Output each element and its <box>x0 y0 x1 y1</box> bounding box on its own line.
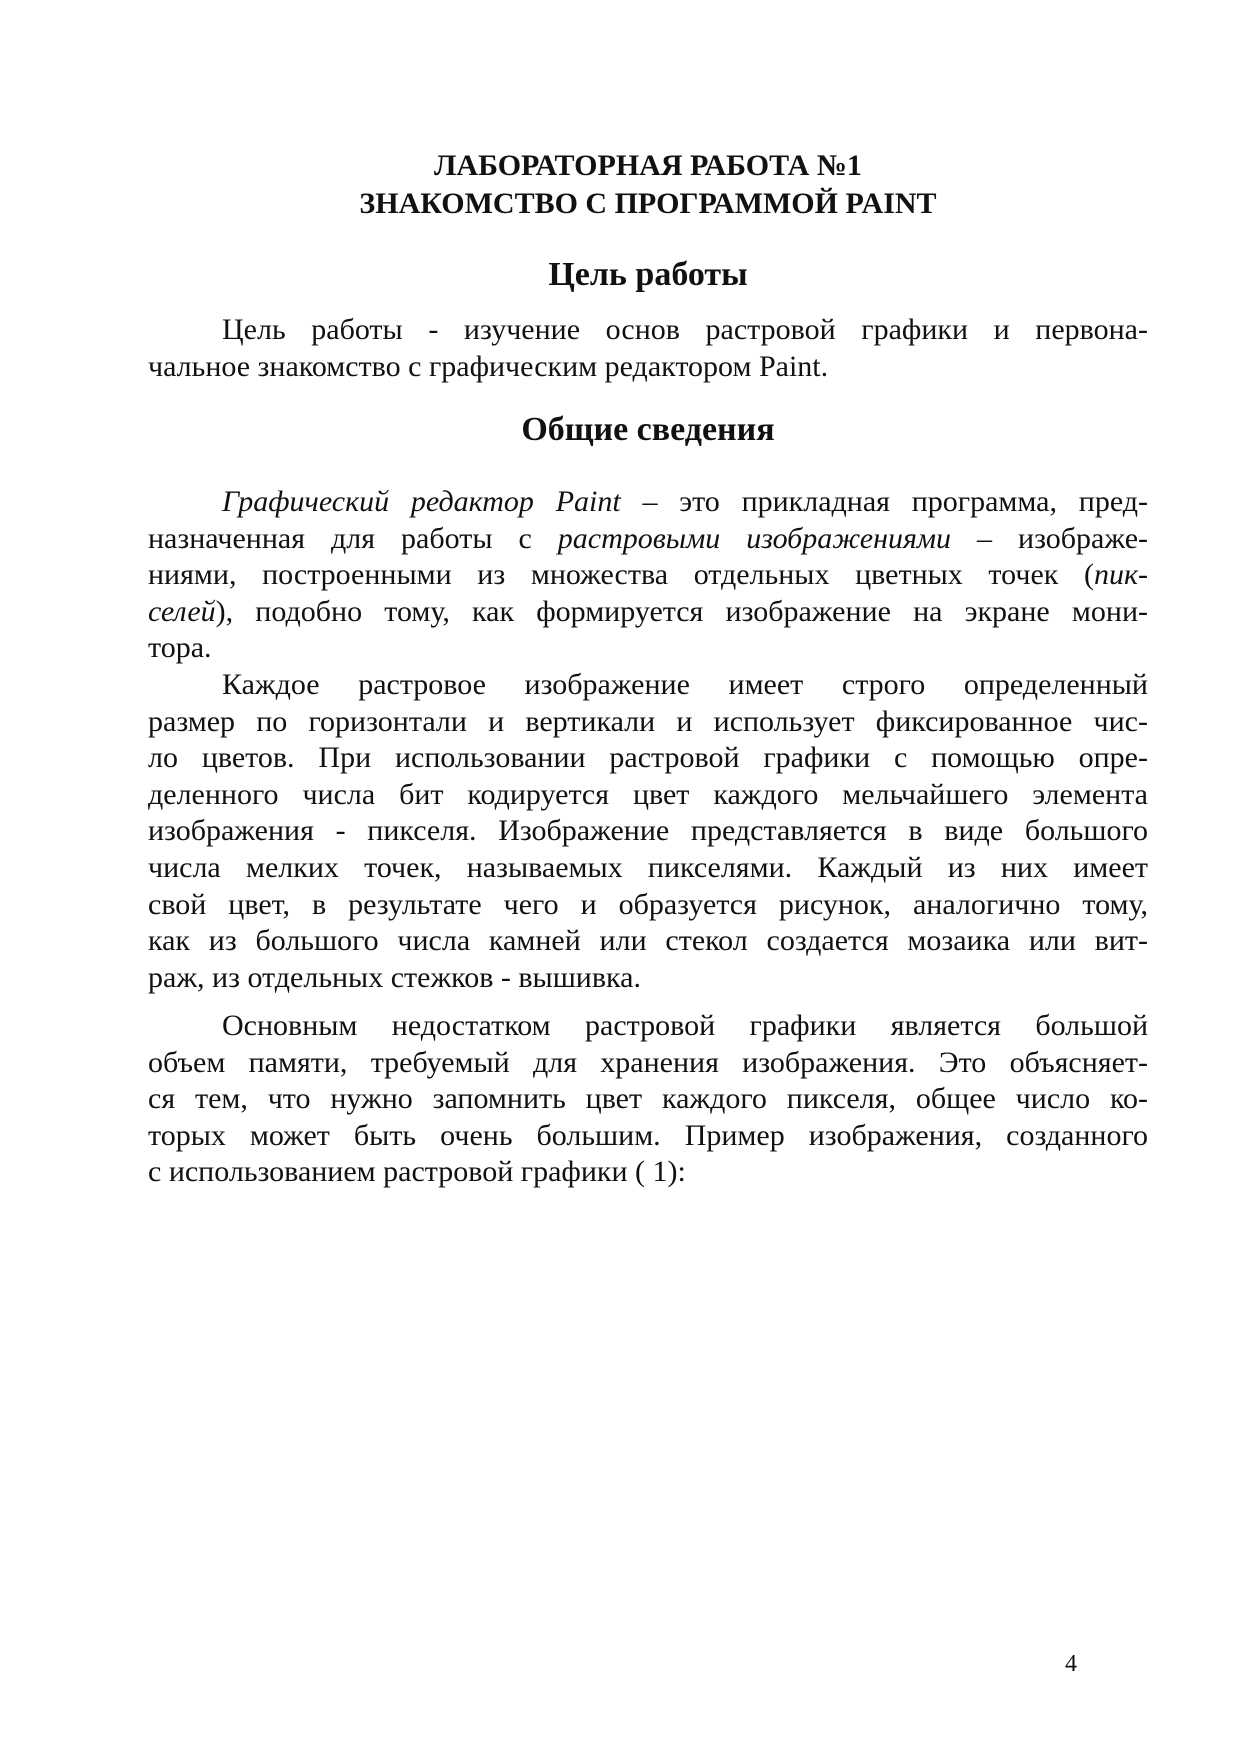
term-paint-editor: Графический редактор Paint <box>222 485 621 518</box>
term-pixels-part-2: селей <box>148 594 216 628</box>
lab-title-line-2: ЗНАКОМСТВО С ПРОГРАММОЙ PAINT <box>359 187 937 220</box>
p3-line-1: Основным недостатком растровой графики является большой <box>222 1009 1148 1042</box>
general-paragraph-1 <box>148 484 1148 667</box>
lab-title-line-1: ЛАБОРАТОРНАЯ РАБОТА №1 <box>434 149 862 182</box>
p1-line-2-rest: – изображе- <box>951 521 1148 555</box>
p1-line-2 <box>148 521 1148 558</box>
p2-line-8: как из большого числа камней или стекол создается мозаика или вит- <box>148 924 1148 958</box>
general-paragraph-3 <box>148 1008 1148 1191</box>
p1-line-1-rest: – это прикладная программа, пред- <box>620 485 1148 518</box>
goal-paragraph <box>148 312 1148 385</box>
p2-line-1: Каждое растровое изображение имеет строго определенный <box>222 668 1148 701</box>
term-pixels-part-1: пик- <box>1093 558 1148 592</box>
p2-line-9: раж, из отдельных стежков - вышивка. <box>148 960 641 994</box>
p3-line-5: с использованием растровой графики ( 1): <box>148 1155 686 1189</box>
goal-heading: Цель работы <box>548 256 748 293</box>
goal-line-2: чальное знакомство с графическим редактором Paint. <box>148 349 829 383</box>
p3-line-3: ся тем, что нужно запомнить цвет каждого пикселя, общее число ко- <box>148 1082 1148 1116</box>
p3-line-4: торых может быть очень большим. Пример изображения, созданного <box>148 1118 1148 1152</box>
p2-line-6: числа мелких точек, называемых пикселями. Каждый из них имеет <box>148 850 1148 884</box>
p1-line-2-start: назначенная для работы с <box>148 521 558 555</box>
p1-line-4 <box>148 594 1148 631</box>
p1-line-3 <box>148 557 1148 594</box>
p1-line-5: тора. <box>148 631 212 665</box>
page-number: 4 <box>1065 1651 1077 1677</box>
term-raster-images: растровыми изображениями <box>557 521 952 555</box>
p1-line-4-rest: ), подобно тому, как формируется изображение на экране мони- <box>215 594 1148 628</box>
general-paragraph-2 <box>148 667 1148 996</box>
p2-line-5: изображения - пикселя. Изображение представляется в виде большого <box>148 814 1148 848</box>
p2-line-2: размер по горизонтали и вертикали и использует фиксированное чис- <box>148 704 1148 738</box>
p3-line-2: объем памяти, требуемый для хранения изображения. Это объясняет- <box>148 1045 1148 1079</box>
p1-line-1 <box>148 484 1148 521</box>
p2-line-4: деленного числа бит кодируется цвет каждого мельчайшего элемента <box>148 777 1148 811</box>
p1-line-3-start: ниями, построенными из множества отдельных цветных точек ( <box>148 558 1094 592</box>
p2-line-7: свой цвет, в результате чего и образуется рисунок, аналогично тому, <box>148 887 1148 921</box>
p2-line-3: ло цветов. При использовании растровой графики с помощью опре- <box>148 741 1148 775</box>
goal-line-1: Цель работы - изучение основ растровой графики и первона- <box>222 313 1148 346</box>
general-heading: Общие сведения <box>521 411 775 448</box>
